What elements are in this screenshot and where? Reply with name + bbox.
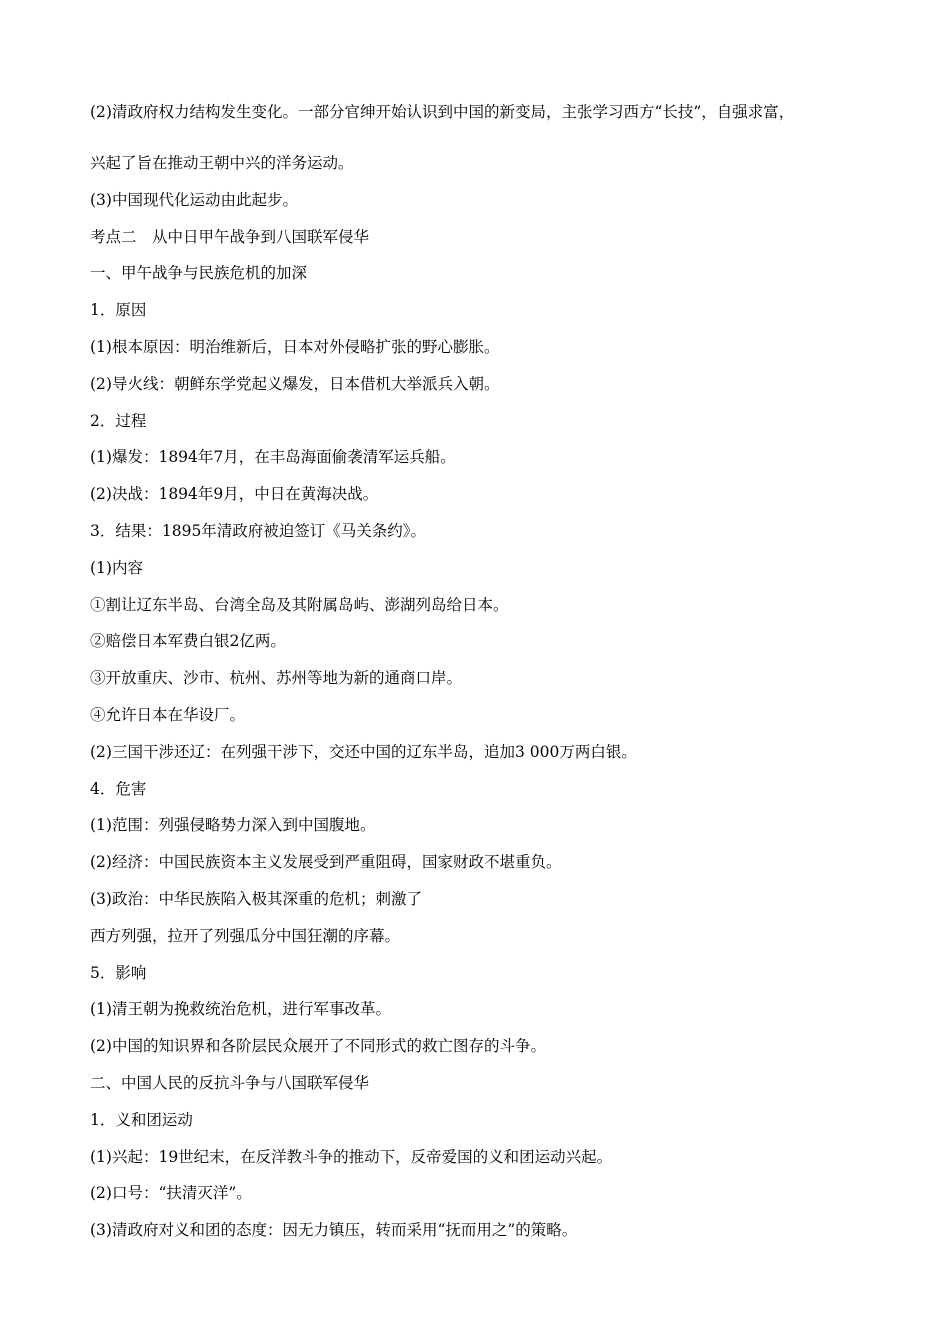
paragraph-line: (3)政治：中华民族陷入极其深重的危机；刺激了 [90,889,422,908]
paragraph-line: (2)清政府权力结构发生变化。一部分官绅开始认识到中国的新变局，主张学习西方“长技”，自强求富， [90,103,795,121]
paragraph-line: 西方列强，拉开了列强瓜分中国狂潮的序幕。 [90,926,401,945]
paragraph-line: (1)爆发：1894年7月，在丰岛海面偷袭清军运兵船。 [90,448,456,467]
paragraph-line: (1)根本原因：明治维新后，日本对外侵略扩张的野心膨胀。 [90,337,500,356]
paragraph-line: (2)三国干涉还辽：在列强干涉下，交还中国的辽东半岛，追加3 000万两白银。 [90,742,637,761]
paragraph-line: (2)中国的知识界和各阶层民众展开了不同形式的救亡图存的斗争。 [90,1037,546,1056]
paragraph-line: (2)决战：1894年9月，中日在黄海决战。 [90,485,379,504]
list-item: ③开放重庆、沙市、杭州、苏州等地为新的通商口岸。 [90,669,463,688]
paragraph-line: (2)经济：中国民族资本主义发展受到严重阻碍，国家财政不堪重负。 [90,853,562,872]
item-heading: 4．危害 [90,779,147,798]
subsection-heading: 一、甲午战争与民族危机的加深 [90,264,308,283]
subsection-heading: 二、中国人民的反抗斗争与八国联军侵华 [90,1073,370,1092]
item-heading: 3．结果：1895年清政府被迫签订《马关条约》。 [90,521,427,540]
paragraph-line: (1)清王朝为挽救统治危机，进行军事改革。 [90,1000,391,1019]
list-item: ④允许日本在华设厂。 [90,705,246,724]
item-heading: 1．义和团运动 [90,1110,193,1129]
item-heading: 5．影响 [90,963,147,982]
list-item: ②赔偿日本军费白银2亿两。 [90,632,286,651]
paragraph-line: (1)内容 [90,558,143,577]
list-item: ①割让辽东半岛、台湾全岛及其附属岛屿、澎湖列岛给日本。 [90,595,509,614]
paragraph-line: 兴起了旨在推动王朝中兴的洋务运动。 [90,154,354,172]
document-page [90,98,880,1249]
paragraph-line: (1)范围：列强侵略势力深入到中国腹地。 [90,816,376,835]
paragraph-line: (3)清政府对义和团的态度：因无力镇压，转而采用“抚而用之”的策略。 [90,1221,578,1240]
section-heading: 考点二 从中日甲午战争到八国联军侵华 [90,227,370,246]
paragraph-line: (1)兴起：19世纪末，在反洋教斗争的推动下，反帝爱国的义和团运动兴起。 [90,1147,613,1166]
item-heading: 1．原因 [90,301,147,320]
paragraph-line: (3)中国现代化运动由此起步。 [90,190,298,209]
paragraph-line: (2)导火线：朝鲜东学党起义爆发，日本借机大举派兵入朝。 [90,374,500,393]
item-heading: 2．过程 [90,411,147,430]
paragraph-line: (2)口号：“扶清灭洋”。 [90,1184,252,1203]
